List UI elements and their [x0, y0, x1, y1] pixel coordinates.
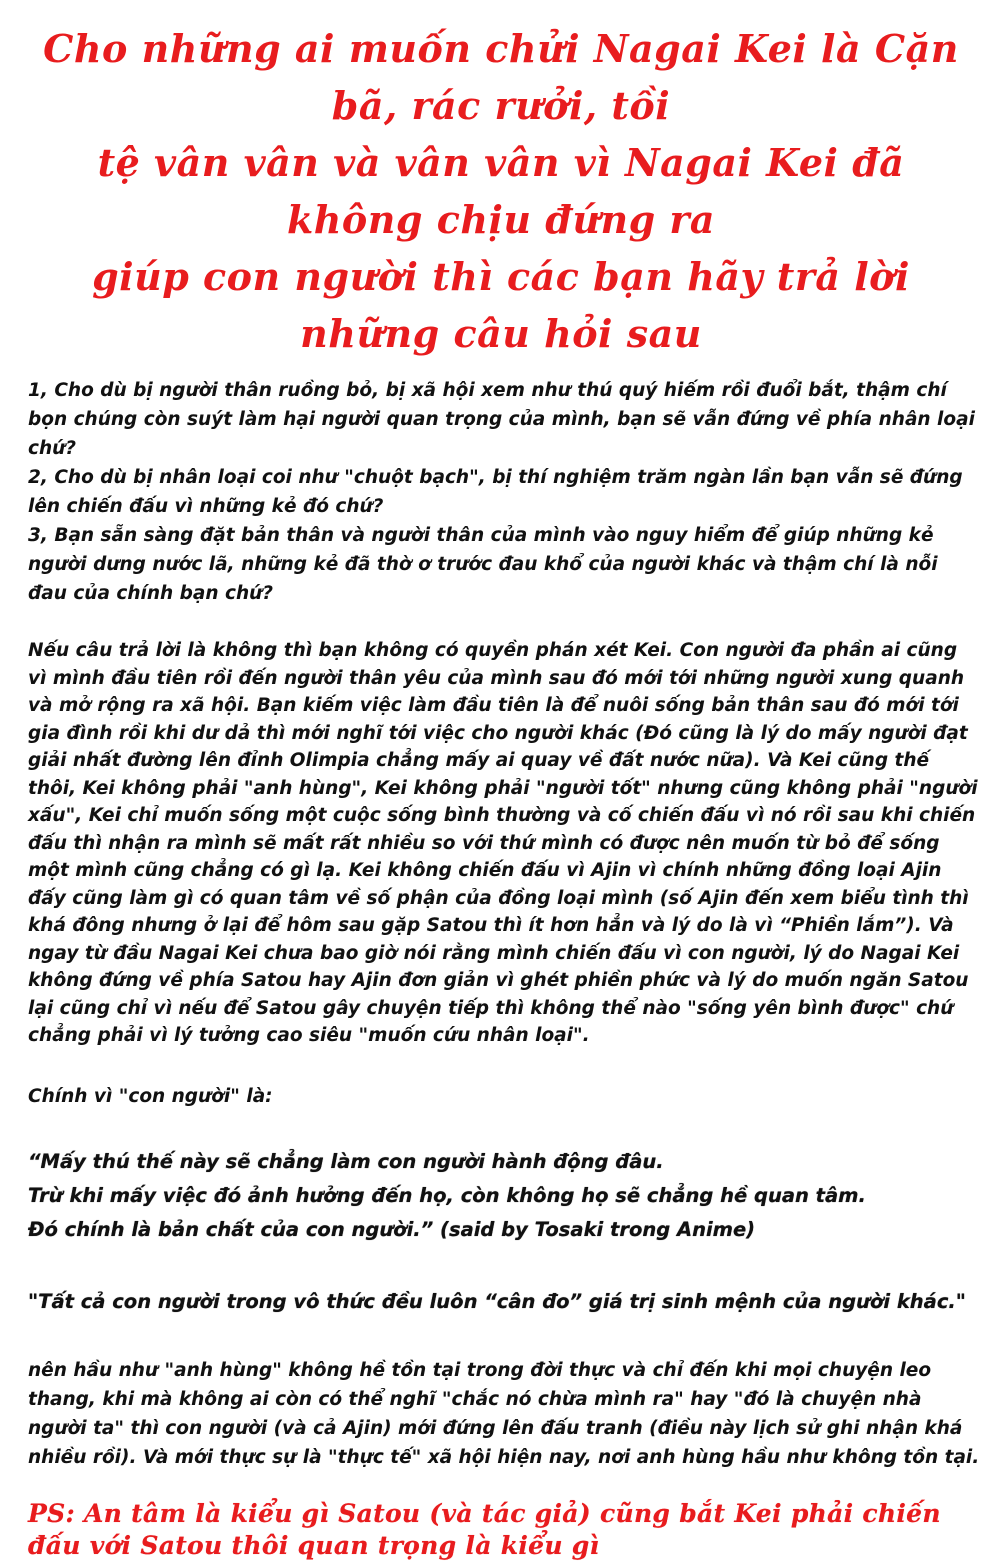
main-paragraph: Nếu câu trả lời là không thì bạn không có quyền phán xét Kei. Con người đa phần ai cũng vì mình đầu tiên rồi đến người thân yêu của mình sau đó mới tới những người xung quanh và mở rộng ra xã hội. Bạn kiếm việc làm đầu tiên là để nuôi sống bản thân sau đó mới tới gia đình rồi khi dư dả thì mới nghĩ tới việc cho người khác (Đó cũng là lý do mấy người đạt giải nhất đường lên đỉnh Olimpia chẳng mấy ai quay về đất nước nữa). Và Kei cũng thế thôi, Kei không phải "anh hùng", Kei không phải "người tốt" nhưng cũng không phải "người xấu", Kei chỉ muốn sống một cuộc sống bình thường và cố chiến đấu vì nó rồi sau khi chiến đấu thì nhận ra mình sẽ mất rất nhiều so với thứ mình có được nên muốn từ bỏ để sống một mình cũng chẳng có gì lạ. Kei không chiến đấu vì Ajin vì chính những đồng loại Ajin đấy cũng làm gì có quan tâm về số phận của đồng loại mình (số Ajin đến xem biểu tình thì khá đông nhưng ở lại để hôm sau gặp Satou thì ít hơn hẳn và lý do là vì “Phiền lắm”). Và ngay từ đầu Nagai Kei chưa bao giờ nói rằng mình chiến đấu vì con người, lý do Nagai Kei không đứng về phía Satou hay Ajin đơn giản vì ghét phiền phức và lý do muốn ngăn Satou lại cũng chỉ vì nếu để Satou gây chuyện tiếp thì không thể nào "sống yên bình được" chứ chẳng phải vì lý tưởng cao siêu "muốn cứu nhân loại". [28, 640, 978, 1046]
tosaki-quote-block [28, 1145, 980, 1247]
page-title [28, 20, 974, 362]
closing-paragraph: nên hầu như "anh hùng" không hề tồn tại trong đời thực và chỉ đến khi mọi chuyện leo thang, khi mà không ai còn có thể nghĩ "chắc nó chừa mình ra" hay "đó là chuyện nhà người ta" thì con người (và cả Ajin) mới đứng lên đấu tranh (điều này lịch sử ghi nhận khá nhiều rồi). Và mới thực sự là "thực tế" xã hội hiện nay, nơi anh hùng hầu như không tồn tại. [28, 1359, 980, 1468]
ps-note: PS: An tâm là kiểu gì Satou (và tác giả) cũng bắt Kei phải chiến đấu với Satou thôi quan trọng là kiểu gì [28, 1498, 941, 1560]
question-1: 1, Cho dù bị người thân ruồng bỏ, bị xã hội xem như thú quý hiếm rồi đuổi bắt, thậm chí bọn chúng còn suýt làm hại người quan trọng của mình, bạn sẽ vẫn đứng về phía nhân loại chứ? [28, 380, 975, 459]
question-2: 2, Cho dù bị nhân loại coi như "chuột bạch", bị thí nghiệm trăm ngàn lần bạn vẫn sẽ đứng lên chiến đấu vì những kẻ đó chứ? [28, 467, 963, 517]
note-body [28, 376, 984, 1472]
heading-line-3: giúp con người thì các bạn hãy trả lời những câu hỏi sau [92, 254, 910, 356]
lead-in-line: Chính vì "con người" là: [28, 1085, 273, 1107]
heading-line-1: Cho những ai muốn chửi Nagai Kei là Cặn bã, rác rưởi, tồi [43, 26, 959, 128]
second-quote: "Tất cả con người trong vô thức đều luôn “cân đo” giá trị sinh mệnh của người khác." [28, 1289, 966, 1313]
quote-line-3: Đó chính là bản chất của con người.” (said by Tosaki trong Anime) [28, 1217, 756, 1241]
question-3: 3, Bạn sẵn sàng đặt bản thân và người thân của mình vào nguy hiểm để giúp những kẻ người dưng nước lã, những kẻ đã thờ ơ trước đau khổ của người khác và thậm chí là nỗi đau của chính bạn chứ? [28, 525, 938, 604]
spacer [28, 608, 980, 637]
heading-line-2: tệ vân vân và vân vân vì Nagai Kei đã không chịu đứng ra [97, 140, 905, 242]
quote-line-2: Trừ khi mấy việc đó ảnh hưởng đến họ, còn không họ sẽ chẳng hề quan tâm. [28, 1183, 866, 1207]
quote-line-1: “Mấy thú thế này sẽ chẳng làm con người hành động đâu. [28, 1149, 664, 1173]
